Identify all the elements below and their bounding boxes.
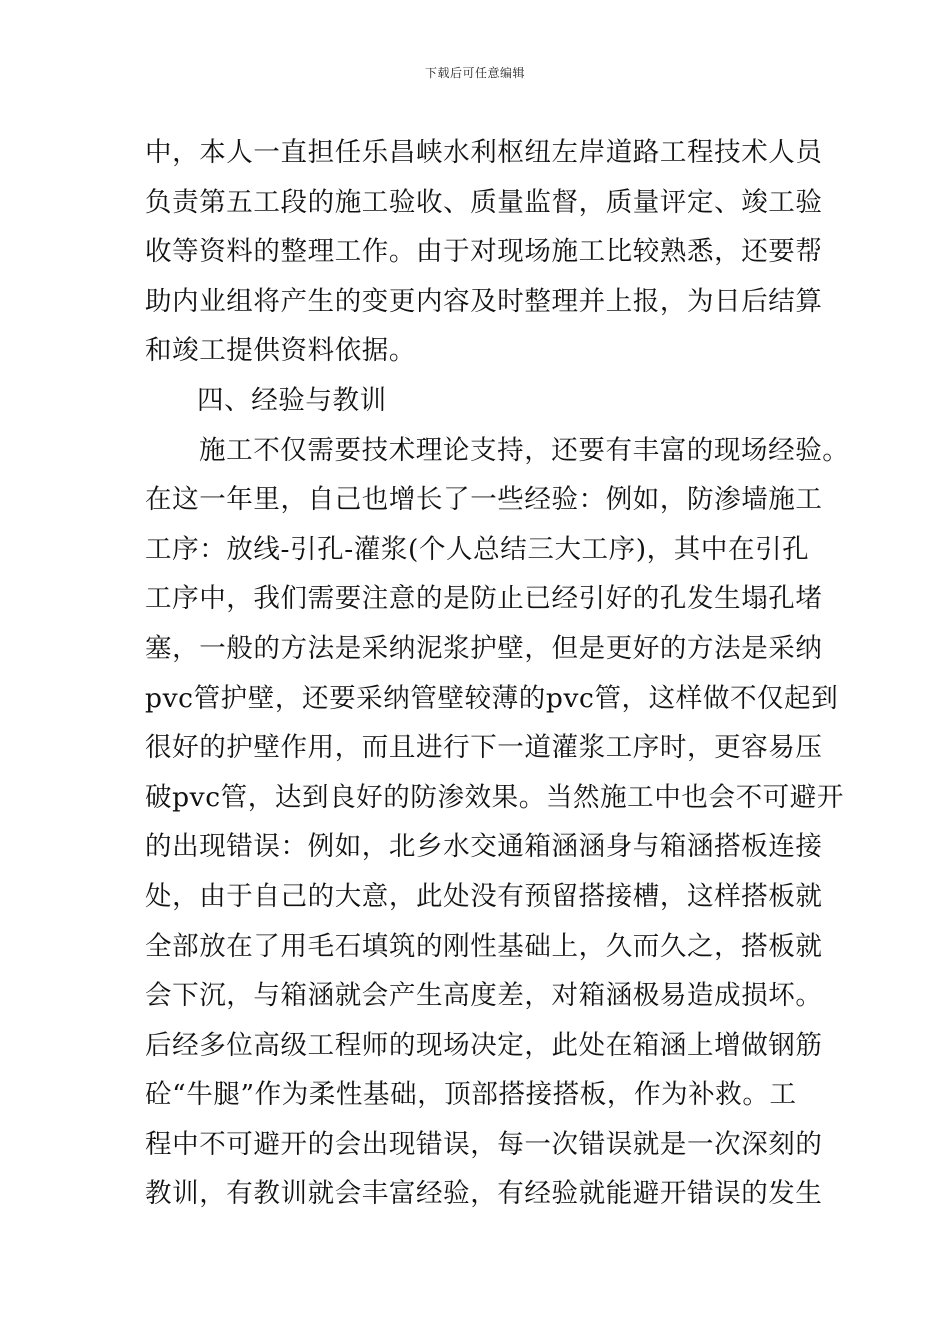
text-line: 砼“牛腿”作为柔性基础，顶部搭接搭板，作为补救。工: [145, 1079, 797, 1111]
text-line: 很好的护壁作用，而且进行下一道灌浆工序时，更容易压: [145, 732, 823, 764]
paragraph-first-line: 施工不仅需要技术理论支持，还要有丰富的现场经验。: [199, 434, 850, 466]
document-body: [145, 128, 850, 1219]
section-heading: 四、经验与教训: [197, 384, 387, 416]
text-line: 破pvc管，达到良好的防渗效果。当然施工中也会不可避开: [145, 781, 844, 813]
text-line: pvc管护壁，还要采纳管壁较薄的pvc管，这样做不仅起到: [145, 682, 839, 714]
text-line: 和竣工提供资料依据。: [145, 335, 416, 367]
header-note: 下载后可任意编辑: [424, 66, 525, 80]
text-line: 的出现错误：例如，北乡水交通箱涵涵身与箱涵搭板连接: [145, 831, 823, 863]
text-line: 程中不可避开的会出现错误，每一次错误就是一次深刻的: [145, 1128, 823, 1160]
text-line: 塞，一般的方法是采纳泥浆护壁，但是更好的方法是采纳: [145, 632, 823, 664]
text-line: 会下沉，与箱涵就会产生高度差，对箱涵极易造成损坏。: [145, 980, 823, 1012]
text-line: 后经多位高级工程师的现场决定，此处在箱涵上增做钢筋: [145, 1029, 823, 1061]
text-line: 全部放在了用毛石填筑的刚性基础上，久而久之，搭板就: [145, 930, 823, 962]
text-line: 在这一年里，自己也增长了一些经验：例如，防渗墙施工: [145, 484, 823, 516]
text-line: 助内业组将产生的变更内容及时整理并上报，为日后结算: [145, 285, 823, 317]
text-line: 处，由于自己的大意，此处没有预留搭接槽，这样搭板就: [145, 880, 823, 912]
text-line: 收等资料的整理工作。由于对现场施工比较熟悉，还要帮: [145, 236, 823, 268]
text-line: 工序：放线-引孔-灌浆(个人总结三大工序)，其中在引孔: [145, 533, 810, 565]
text-line: 负责第五工段的施工验收、质量监督，质量评定、竣工验: [145, 186, 823, 218]
text-line: 工序中，我们需要注意的是防止已经引好的孔发生塌孔堵: [145, 583, 823, 615]
text-line: 中，本人一直担任乐昌峡水利枢纽左岸道路工程技术人员: [145, 137, 823, 168]
text-line: 教训，有教训就会丰富经验，有经验就能避开错误的发生: [145, 1178, 823, 1210]
